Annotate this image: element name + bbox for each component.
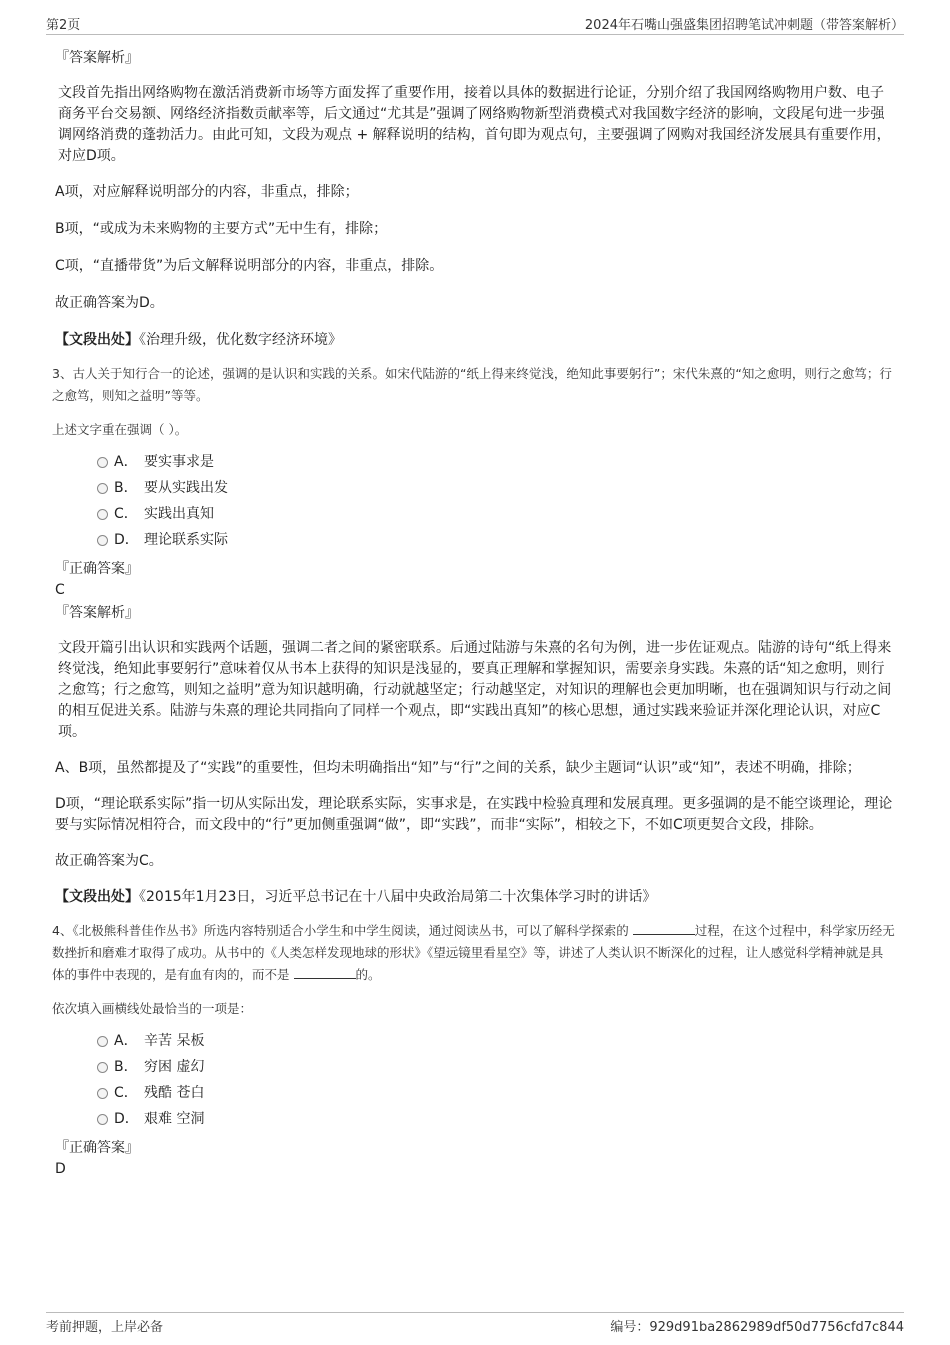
q3-option-c[interactable]: C． 实践出真知: [55, 501, 895, 527]
q3-options: [55, 449, 895, 553]
q2-analysis-label: 『答案解析』: [55, 50, 139, 66]
q2-conclusion: 故正确答案为D。: [55, 295, 164, 311]
q2-option-c-analysis: C项，“直播带货”为后文解释说明部分的内容，非重点，排除。: [55, 258, 444, 274]
q3-analysis-ab: A、B项，虽然都提及了“实践”的重要性，但均未明确指出“知”与“行”之间的关系，缺少主题词“认识”或“知”，表述不明确，排除；: [55, 760, 861, 776]
fill-blank-1: [633, 922, 695, 935]
q2-source-text: 《治理升级，优化数字经济环境》: [139, 332, 342, 348]
radio-icon[interactable]: [97, 483, 108, 494]
q3-analysis-text: 文段开篇引出认识和实践两个话题，强调二者之间的紧密联系。后通过陆游与朱熹的名句为例，进一步佐证观点。陆游的诗句“纸上得来终觉浅，绝知此事要躬行”意味着仅从书本上获得的知识是浅显的，要真正理解和掌握知识，需要亲身实践。朱熹的话“知之愈明，则行之愈笃；行之愈笃，则知之益明”意为知识越明确，行动就越坚定；行动越坚定，对知识的理解也会更加明晰，也在强调知识与行动之间的相互促进关系。陆游与朱熹的理论共同指向了同样一个观点，即“实践出真知”的核心思想，通过实践来验证并深化理论认识，对应C项。: [58, 640, 892, 740]
q2-source: [55, 330, 895, 351]
radio-icon[interactable]: [97, 457, 108, 468]
q4-option-c[interactable]: C． 残酷 苍白: [55, 1080, 895, 1106]
q3-stem: 3、古人关于知行合一的论述，强调的是认识和实践的关系。如宋代陆游的“纸上得来终觉浅，绝知此事要躬行”；宋代朱熹的“知之愈明，则行之愈笃；行之愈笃，则知之益明”等等。: [52, 366, 892, 403]
q3-analysis-d: D项，“理论联系实际”指一切从实际出发，理论联系实际，实事求是，在实践中检验真理和发展真理。更多强调的是不能空谈理论，理论要与实际情况相符合，而文段中的“行”更加侧重强调“做”，即“实践”，而非“实际”，相较之下，不如C项更契合文段，排除。: [55, 796, 893, 833]
q2-option-a-analysis: A项，对应解释说明部分的内容，非重点，排除；: [55, 184, 359, 200]
q3-option-d[interactable]: D． 理论联系实际: [55, 527, 895, 553]
page-footer: [46, 1312, 904, 1335]
page-number: 第2页: [46, 18, 81, 33]
footer-slogan: 考前押题，上岸必备: [46, 1320, 164, 1335]
q3-option-b[interactable]: B． 要从实践出发: [55, 475, 895, 501]
document-body: [52, 44, 895, 1180]
radio-icon[interactable]: [97, 535, 108, 546]
q3-answer: C: [55, 582, 65, 598]
q3-question: 上述文字重在强调（ ）。: [52, 422, 188, 437]
q3-source-text: 《2015年1月23日，习近平总书记在十八届中央政治局第二十次集体学习时的讲话》: [139, 889, 657, 905]
radio-icon[interactable]: [97, 1036, 108, 1047]
radio-icon[interactable]: [97, 1088, 108, 1099]
document-title: 2024年石嘴山强盛集团招聘笔试冲刺题（带答案解析）: [584, 18, 904, 33]
q4-question: 依次填入画横线处最恰当的一项是：: [52, 1001, 253, 1016]
q4-option-d[interactable]: D． 艰难 空洞: [55, 1106, 895, 1132]
q3-source: [55, 887, 895, 908]
page-header: [46, 14, 904, 35]
q3-conclusion: 故正确答案为C。: [55, 853, 163, 869]
q4-options: [55, 1028, 895, 1132]
fill-blank-2: [294, 966, 356, 979]
q3-analysis-label: 『答案解析』: [55, 605, 139, 621]
q3-answer-label: 『正确答案』: [55, 561, 139, 577]
q4-answer: D: [55, 1161, 66, 1177]
q2-option-b-analysis: B项，“或成为未来购物的主要方式”无中生有，排除；: [55, 221, 388, 237]
radio-icon[interactable]: [97, 509, 108, 520]
q4-answer-label: 『正确答案』: [55, 1140, 139, 1156]
q4-option-a[interactable]: A． 辛苦 呆板: [55, 1028, 895, 1054]
radio-icon[interactable]: [97, 1114, 108, 1125]
document-code: 编号：929d91ba2862989df50d7756cfd7c844: [610, 1320, 904, 1335]
q3-source-label: 【文段出处】: [55, 889, 139, 905]
q4-option-b[interactable]: B． 穷困 虚幻: [55, 1054, 895, 1080]
q4-stem: 4、《北极熊科普佳作丛书》所选内容特别适合小学生和中学生阅读，通过阅读丛书，可以了解科学探索的 过程，在这个过程中，科学家历经无数挫折和磨难才取得了成功。从书中的《人类怎样发现地球的形状》《望远镜里看星空》等，讲述了人类认识不断深化的过程，让人感觉科学精神就是具体的事件中表现的，是有血有肉的，而不是 的。: [52, 923, 895, 982]
q2-analysis-text: 文段首先指出网络购物在激活消费新市场等方面发挥了重要作用，接着以具体的数据进行论证，分别介绍了我国网络购物用户数、电子商务平台交易额、网络经济指数贡献率等，后文通过“尤其是”强调了网络购物新型消费模式对我国数字经济的影响，文段尾句进一步强调网络消费的蓬勃活力。由此可知，文段为观点 + 解释说明的结构，首句即为观点句，主要强调了网购对我国经济发展具有重要作用，对应D项。: [58, 85, 891, 164]
q3-option-a[interactable]: A． 要实事求是: [55, 449, 895, 475]
radio-icon[interactable]: [97, 1062, 108, 1073]
q2-source-label: 【文段出处】: [55, 332, 139, 348]
